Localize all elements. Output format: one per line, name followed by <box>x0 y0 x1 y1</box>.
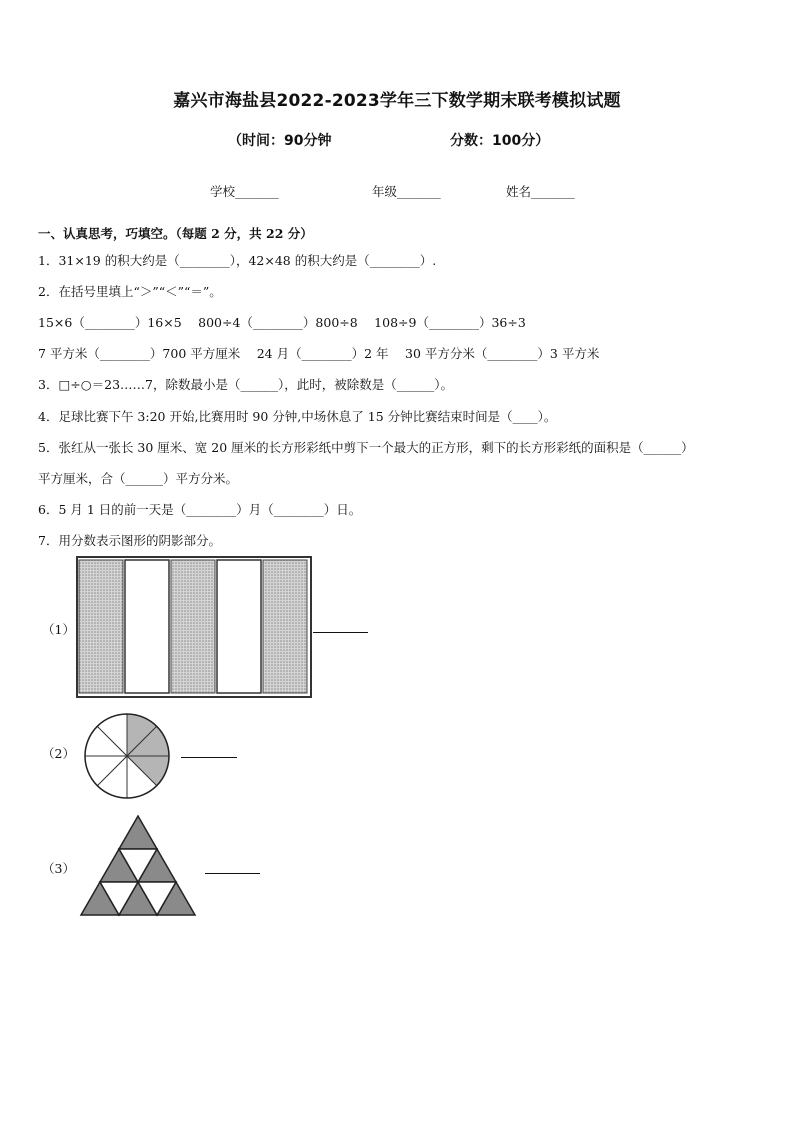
question-2: 2．在括号里填上“＞”“＜”“＝”。 <box>38 284 222 299</box>
name-field[interactable]: 姓名_______ <box>506 184 575 199</box>
figure-2-label: （2） <box>42 746 75 761</box>
figure-2-circle <box>83 712 171 800</box>
section-heading: 一、认真思考，巧填空。（每题 2 分，共 22 分） <box>38 226 313 241</box>
figure-1-label: （1） <box>42 622 75 637</box>
question-3: 3．□÷○＝23……7，除数最小是（______），此时，被除数是（______）。 <box>38 377 454 392</box>
blank-column <box>125 560 169 693</box>
answer-line-3[interactable] <box>205 873 260 874</box>
school-field[interactable]: 学校_______ <box>210 184 279 199</box>
blank-column <box>217 560 261 693</box>
shaded-column <box>171 560 215 693</box>
question-6: 6．5 月 1 日的前一天是（________）月（________）日。 <box>38 502 362 517</box>
question-2-row-2: 7 平方米（________）700 平方厘米 24 月（________）2 年 30 平方分米（________）3 平方米 <box>38 346 600 361</box>
shaded-column <box>79 560 123 693</box>
question-5-line-1: 5．张红从一张长 30 厘米、宽 20 厘米的长方形彩纸中剪下一个最大的正方形，剩下的长方形彩纸的面积是（______） <box>38 440 694 455</box>
question-1: 1．31×19 的积大约是（________），42×48 的积大约是（________）. <box>38 253 437 268</box>
question-2-row-1: 15×6（________）16×5 800÷4（________）800÷8 108÷9（________）36÷3 <box>38 315 526 330</box>
question-7: 7．用分数表示图形的阴影部分。 <box>38 533 221 548</box>
answer-line-2[interactable] <box>181 757 237 758</box>
shaded-triangle <box>119 816 157 849</box>
figure-3-triangle <box>78 813 198 919</box>
shaded-column <box>263 560 307 693</box>
answer-line-1[interactable] <box>313 632 368 633</box>
grade-field[interactable]: 年级_______ <box>372 184 441 199</box>
question-4: 4．足球比赛下午 3:20 开始,比赛用时 90 分钟,中场休息了 15 分钟比赛结束时间是（____）。 <box>38 409 557 424</box>
question-5-line-2: 平方厘米，合（______）平方分米。 <box>38 471 239 486</box>
exam-score: 分数：100分） <box>450 133 550 149</box>
figure-1-rectangle <box>76 556 312 698</box>
page-title: 嘉兴市海盐县2022-2023学年三下数学期末联考模拟试题 <box>173 91 621 111</box>
figure-3-label: （3） <box>42 861 75 876</box>
exam-time: （时间：90分钟 <box>228 133 332 149</box>
